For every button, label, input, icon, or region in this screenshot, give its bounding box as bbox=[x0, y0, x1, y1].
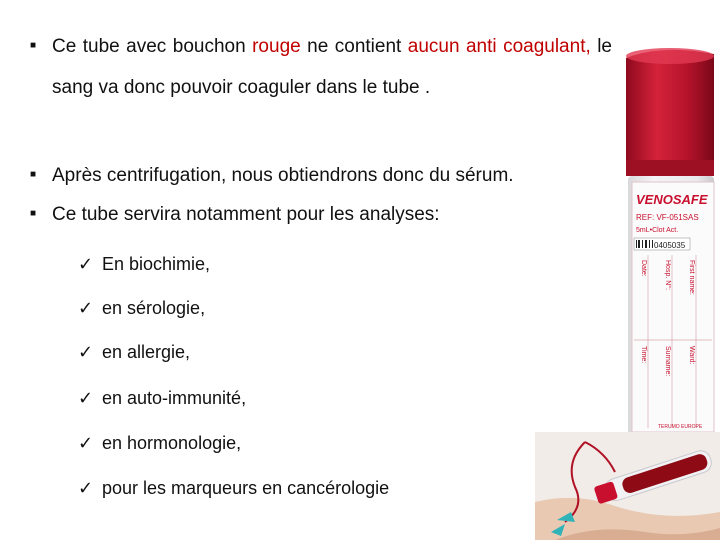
checkmark-icon: ✓ bbox=[78, 342, 94, 362]
analysis-item: ✓ en auto-immunité, bbox=[78, 388, 247, 408]
checkmark-icon: ✓ bbox=[78, 254, 94, 274]
tube-ref: REF: VF-051SAS bbox=[636, 213, 699, 222]
bullet-text-analyses-intro: Ce tube servira notamment pour les analyses: bbox=[52, 204, 440, 225]
tube-maker: TERUMO EUROPE bbox=[658, 424, 703, 430]
text-part: le sang va donc pouvoir coaguler dans le tube . bbox=[52, 36, 612, 98]
analysis-item: ✓ en sérologie, bbox=[78, 298, 206, 318]
text-part: Ce tube avec bouchon bbox=[52, 36, 253, 57]
tube-field: Ward: bbox=[688, 346, 695, 365]
tube-cap bbox=[626, 50, 714, 168]
analysis-item: ✓ en hormonologie, bbox=[78, 433, 242, 453]
square-bullet-icon: ■ bbox=[30, 208, 37, 219]
checkmark-icon: ✓ bbox=[78, 388, 94, 408]
red-cap-tube-illustration bbox=[604, 40, 720, 460]
square-bullet-icon: ■ bbox=[30, 40, 37, 51]
text-part: ne contient bbox=[300, 36, 408, 57]
square-bullet-icon: ■ bbox=[30, 169, 37, 180]
tube-spec: 5mL•Clot Act. bbox=[636, 227, 679, 234]
analysis-item: ✓ pour les marqueurs en cancérologie bbox=[78, 478, 390, 498]
checkmark-icon: ✓ bbox=[78, 433, 94, 453]
analysis-item: ✓ En biochimie, bbox=[78, 254, 211, 274]
highlight-anticoagulant: aucun anti coagulant, bbox=[407, 36, 591, 57]
checkmark-icon: ✓ bbox=[78, 478, 94, 498]
blood-draw-illustration bbox=[535, 432, 720, 540]
bullet-text-centrifugation: Après centrifugation, nous obtiendrons donc du sérum. bbox=[52, 165, 514, 186]
analysis-item: ✓ en allergie, bbox=[78, 342, 191, 362]
tube-brand: VENOSAFE bbox=[636, 192, 708, 207]
blood-draw-photo bbox=[535, 432, 720, 540]
blood-tube-image bbox=[604, 40, 720, 460]
tube-lot: 0405035 bbox=[654, 241, 686, 250]
bullet-text-tube-description bbox=[52, 26, 612, 108]
highlight-rouge: rouge bbox=[252, 36, 301, 57]
checkmark-icon: ✓ bbox=[78, 298, 94, 318]
tube-field: Time: bbox=[640, 346, 647, 364]
tube-field: Date: bbox=[640, 260, 647, 277]
tube-field: First name: bbox=[688, 260, 695, 296]
tube-field: Hosp. N°: bbox=[664, 260, 671, 291]
tube-field: Surname: bbox=[664, 346, 671, 377]
